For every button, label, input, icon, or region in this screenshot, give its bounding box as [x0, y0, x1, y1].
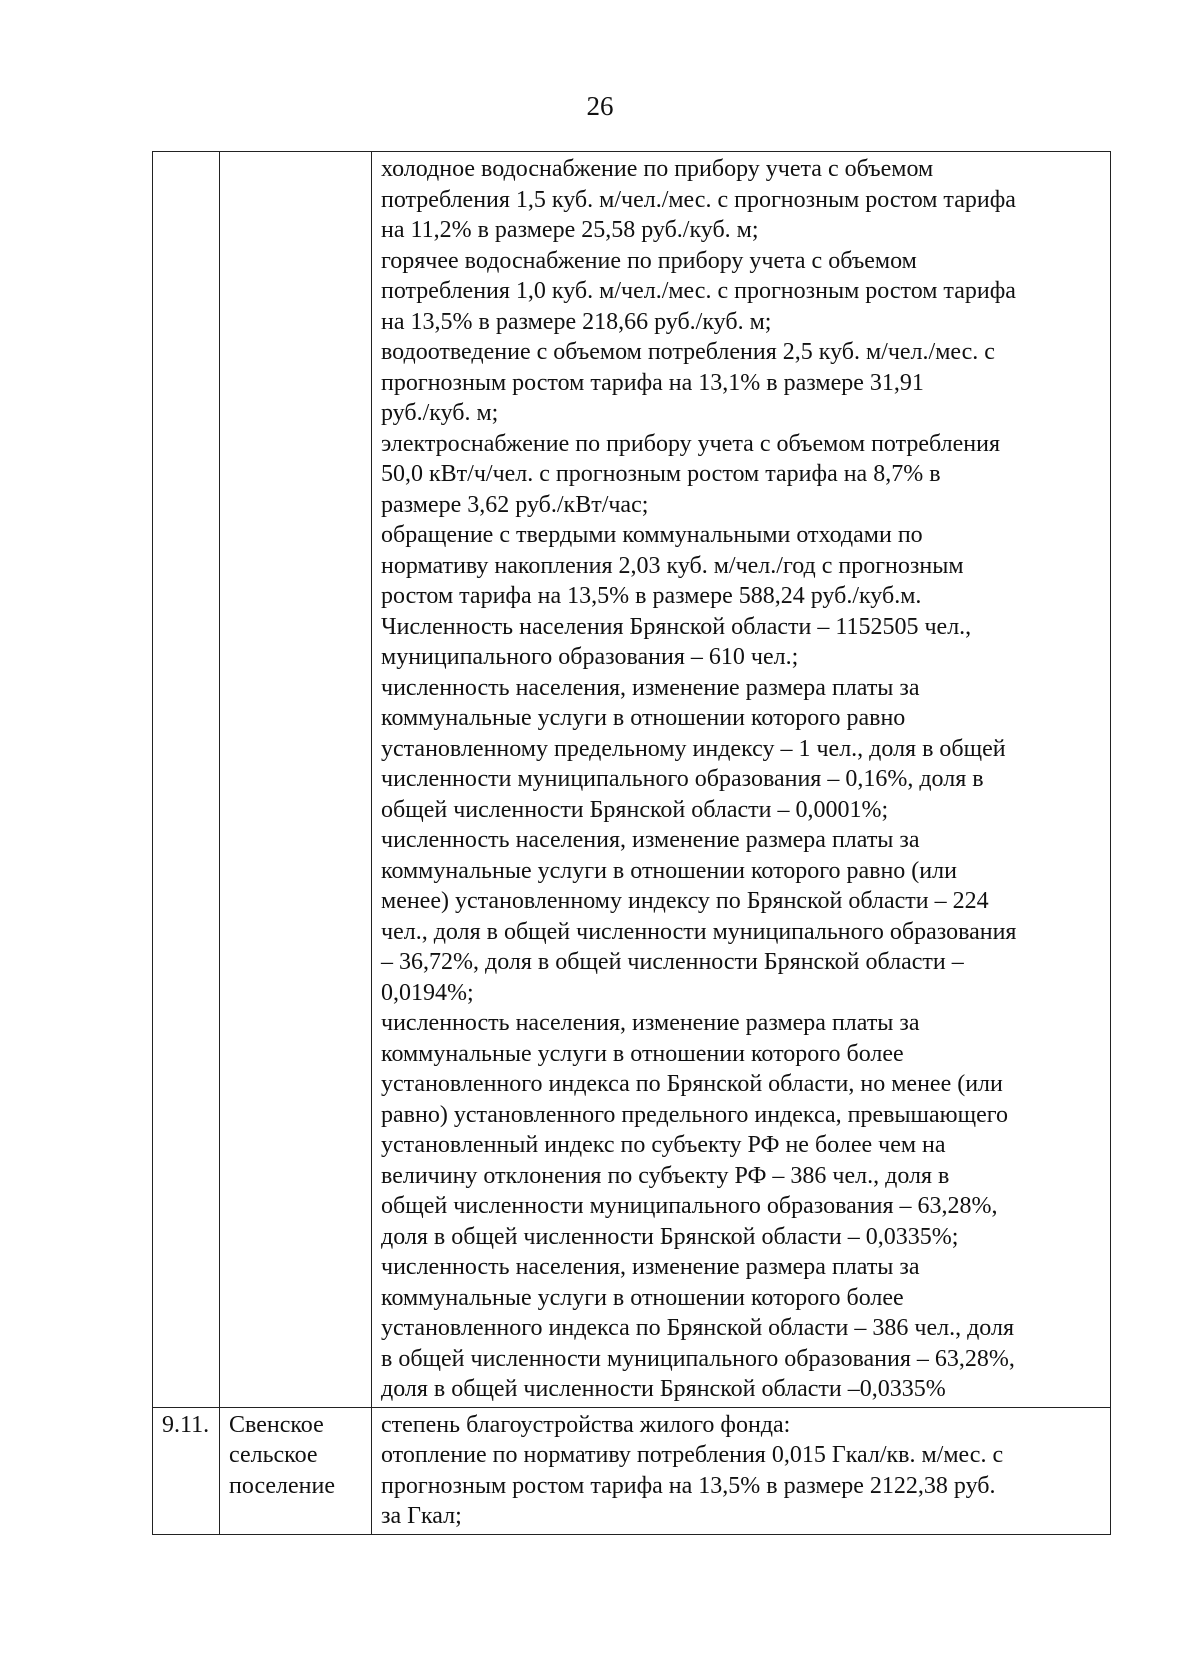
- text-line: численность населения, изменение размера платы за: [381, 674, 920, 701]
- text-line: на 13,5% в размере 218,66 руб./куб. м;: [381, 308, 772, 335]
- text-line: обращение с твердыми коммунальными отходами по: [381, 522, 923, 548]
- table-row: [153, 1407, 1111, 1534]
- row-number-cell: [153, 152, 220, 1408]
- text-line: численность населения, изменение размера платы за: [381, 827, 920, 853]
- text-line: электроснабжение по прибору учета с объемом потребления: [381, 430, 1000, 457]
- text-line: численность населения, изменение размера платы за: [381, 1010, 920, 1036]
- page-number: 26: [586, 91, 614, 121]
- description-cell: [372, 1407, 1111, 1534]
- text-line: доля в общей численности Брянской области –0,0335%: [381, 1376, 946, 1402]
- text-line: руб./куб. м;: [381, 400, 499, 426]
- text-line: Численность населения Брянской области – 1152505 чел.,: [381, 613, 972, 640]
- text-line: – 36,72%, доля в общей численности Брянской области –: [381, 949, 964, 975]
- text-line: ростом тарифа на 13,5% в размере 588,24 руб./куб.м.: [381, 583, 922, 609]
- text-line: установленного индекса по Брянской области – 386 чел., доля: [381, 1315, 1014, 1341]
- text-line: установленный индекс по субъекту РФ не более чем на: [381, 1132, 946, 1158]
- text-line: водоотведение с объемом потребления 2,5 куб. м/чел./мес. с: [381, 339, 995, 365]
- text-line: прогнозным ростом тарифа на 13,1% в размере 31,91: [381, 369, 924, 396]
- row-number-cell: 9.11.: [153, 1407, 220, 1534]
- text-line: горячее водоснабжение по прибору учета с объемом: [381, 247, 917, 274]
- text-line: холодное водоснабжение по прибору учета с объемом: [381, 156, 934, 182]
- text-line: коммунальные услуги в отношении которого более: [381, 1040, 904, 1067]
- text-line: общей численности муниципального образования – 63,28%,: [381, 1193, 998, 1219]
- text-line: установленному предельному индексу – 1 чел., доля в общей: [381, 735, 1006, 762]
- text-line: установленного индекса по Брянской области, но менее (или: [381, 1071, 1003, 1097]
- text-line: размере 3,62 руб./кВт/час;: [381, 491, 649, 518]
- text-line: равно) установленного предельного индекса, превышающего: [381, 1101, 1008, 1128]
- text-line: нормативу накопления 2,03 куб. м/чел./год с прогнозным: [381, 552, 964, 579]
- text-line: численности муниципального образования – 0,16%, доля в: [381, 766, 984, 792]
- text-line: менее) установленному индексу по Брянской области – 224: [381, 888, 989, 914]
- text-line: муниципального образования – 610 чел.;: [381, 644, 799, 670]
- text-line: потребления 1,0 куб. м/чел./мес. с прогнозным ростом тарифа: [381, 278, 1016, 304]
- text-line: 0,0194%;: [381, 979, 474, 1006]
- settlement-name-line: поселение: [229, 1472, 336, 1499]
- text-line: в общей численности муниципального образования – 63,28%,: [381, 1345, 1015, 1372]
- text-line: за Гкал;: [381, 1503, 462, 1529]
- table-body: [153, 152, 1111, 1535]
- settlement-name-cell: [220, 1407, 372, 1534]
- table-row: [153, 152, 1111, 1408]
- text-line: потребления 1,5 куб. м/чел./мес. с прогнозным ростом тарифа: [381, 186, 1016, 213]
- text-line: общей численности Брянской области – 0,0001%;: [381, 796, 889, 823]
- settlement-name-cell: [220, 152, 372, 1408]
- text-line: численность населения, изменение размера платы за: [381, 1254, 920, 1280]
- document-table: [152, 151, 1111, 1535]
- text-line: отопление по нормативу потребления 0,015 Гкал/кв. м/мес. с: [381, 1442, 1004, 1468]
- settlement-name-line: Свенское: [229, 1411, 324, 1438]
- text-line: чел., доля в общей численности муниципального образования: [381, 918, 1017, 945]
- text-line: коммунальные услуги в отношении которого более: [381, 1284, 904, 1311]
- text-line: величину отклонения по субъекту РФ – 386 чел., доля в: [381, 1162, 950, 1189]
- text-line: 50,0 кВт/ч/чел. с прогнозным ростом тарифа на 8,7% в: [381, 461, 941, 487]
- text-line: степень благоустройства жилого фонда:: [381, 1411, 791, 1438]
- text-line: коммунальные услуги в отношении которого равно (или: [381, 857, 957, 884]
- text-line: на 11,2% в размере 25,58 руб./куб. м;: [381, 217, 759, 243]
- text-line: коммунальные услуги в отношении которого равно: [381, 705, 906, 731]
- text-line: доля в общей численности Брянской области – 0,0335%;: [381, 1223, 959, 1250]
- settlement-name-line: сельское: [229, 1442, 318, 1468]
- text-line: прогнозным ростом тарифа на 13,5% в размере 2122,38 руб.: [381, 1472, 996, 1499]
- description-cell: [372, 152, 1111, 1408]
